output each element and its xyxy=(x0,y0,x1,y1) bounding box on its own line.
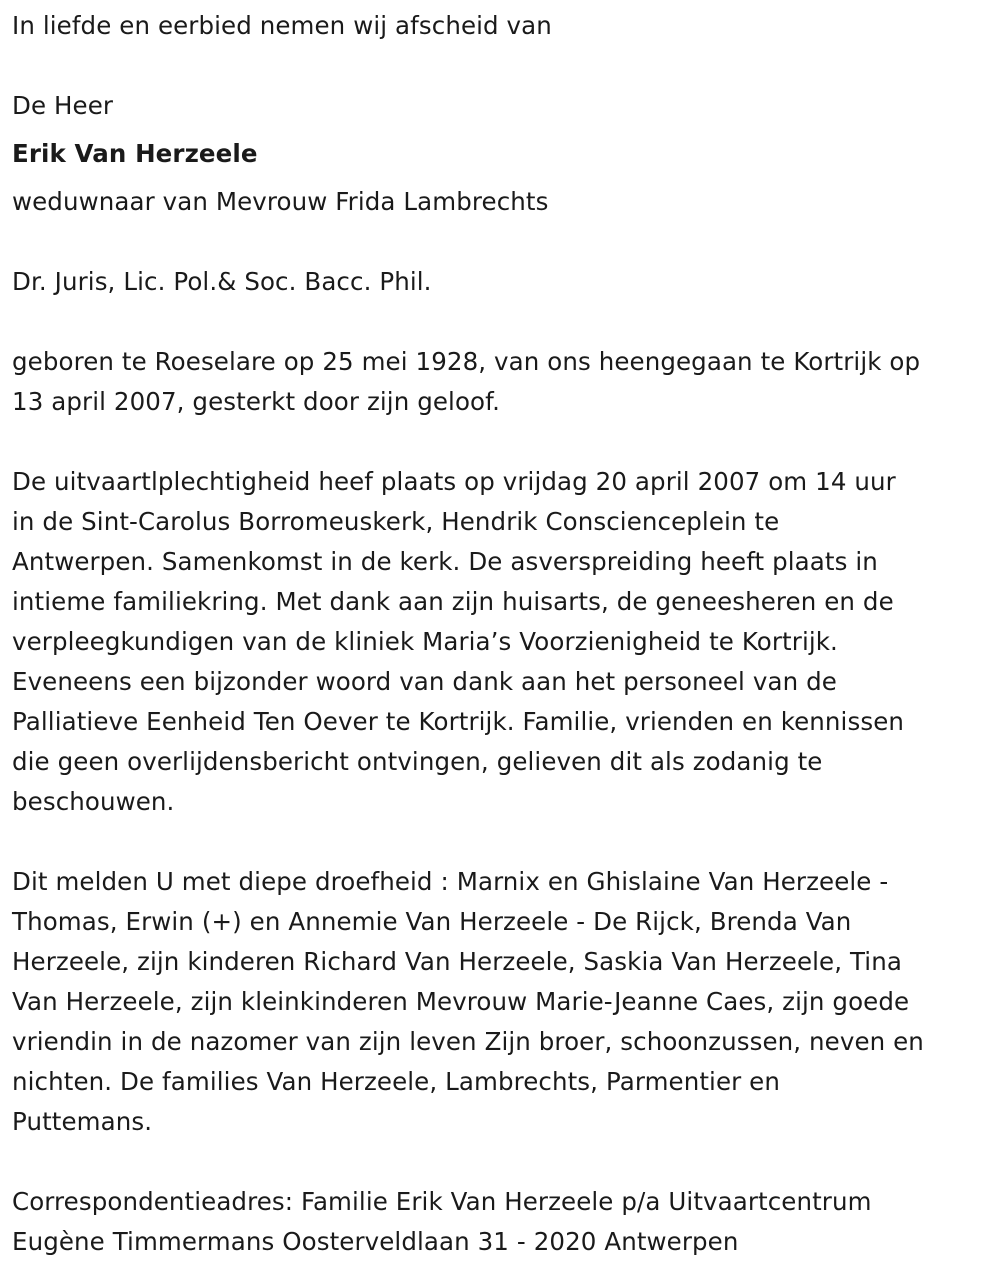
paragraph-line: Eugène Timmermans Oosterveldlaan 31 - 2020 Antwerpen xyxy=(12,1227,739,1256)
paragraph-line: in de Sint-Carolus Borromeuskerk, Hendrik Conscienceplein te xyxy=(12,507,780,536)
paragraph-line: Van Herzeele, zijn kleinkinderen Mevrouw Marie-Jeanne Caes, zijn goede xyxy=(12,987,910,1016)
paragraph-line: geboren te Roeselare op 25 mei 1928, van ons heengegaan te Kortrijk op xyxy=(12,347,921,376)
spouse-text: weduwnaar van Mevrouw Frida Lambrechts xyxy=(12,187,549,216)
paragraph-line: Eveneens een bijzonder woord van dank aan het personeel van de xyxy=(12,667,837,696)
spacer xyxy=(12,422,987,462)
spacer xyxy=(12,126,987,134)
spacer xyxy=(12,1142,987,1182)
spacer xyxy=(12,302,987,342)
paragraph-line: Antwerpen. Samenkomst in de kerk. De asverspreiding heeft plaats in xyxy=(12,547,878,576)
paragraph-line: nichten. De families Van Herzeele, Lambrechts, Parmentier en xyxy=(12,1067,780,1096)
paragraph-line: Correspondentieadres: Familie Erik Van Herzeele p/a Uitvaartcentrum xyxy=(12,1187,872,1216)
paragraph-line: verpleegkundigen van de kliniek Maria’s Voorzienigheid te Kortrijk. xyxy=(12,627,838,656)
paragraph-line: die geen overlijdensbericht ontvingen, gelieven dit als zodanig te xyxy=(12,747,823,776)
family-paragraph xyxy=(12,862,987,1142)
academic-titles: Dr. Juris, Lic. Pol.& Soc. Bacc. Phil. xyxy=(12,267,432,296)
paragraph-line: Thomas, Erwin (+) en Annemie Van Herzeele - De Rijck, Brenda Van xyxy=(12,907,852,936)
paragraph-line: vriendin in de nazomer van zijn leven Zijn broer, schoonzussen, neven en xyxy=(12,1027,924,1056)
spacer xyxy=(12,822,987,862)
salutation: De Heer xyxy=(12,91,114,120)
deceased-name: Erik Van Herzeele xyxy=(12,139,258,168)
spacer xyxy=(12,174,987,182)
intro-text: In liefde en eerbied nemen wij afscheid van xyxy=(12,11,552,40)
paragraph-line: 13 april 2007, gesterkt door zijn geloof. xyxy=(12,387,500,416)
spacer xyxy=(12,46,987,86)
ceremony-paragraph xyxy=(12,462,987,822)
death-notice xyxy=(12,6,987,1262)
paragraph-line: Dit melden U met diepe droefheid : Marnix en Ghislaine Van Herzeele - xyxy=(12,867,889,896)
paragraph-line: De uitvaartlplechtigheid heef plaats op vrijdag 20 april 2007 om 14 uur xyxy=(12,467,896,496)
birth-death-paragraph xyxy=(12,342,987,422)
paragraph-line: intieme familiekring. Met dank aan zijn huisarts, de geneesheren en de xyxy=(12,587,894,616)
paragraph-line: beschouwen. xyxy=(12,787,175,816)
paragraph-line: Palliatieve Eenheid Ten Oever te Kortrijk. Familie, vrienden en kennissen xyxy=(12,707,904,736)
address-paragraph xyxy=(12,1182,987,1262)
paragraph-line: Puttemans. xyxy=(12,1107,153,1136)
spacer xyxy=(12,222,987,262)
paragraph-line: Herzeele, zijn kinderen Richard Van Herzeele, Saskia Van Herzeele, Tina xyxy=(12,947,902,976)
